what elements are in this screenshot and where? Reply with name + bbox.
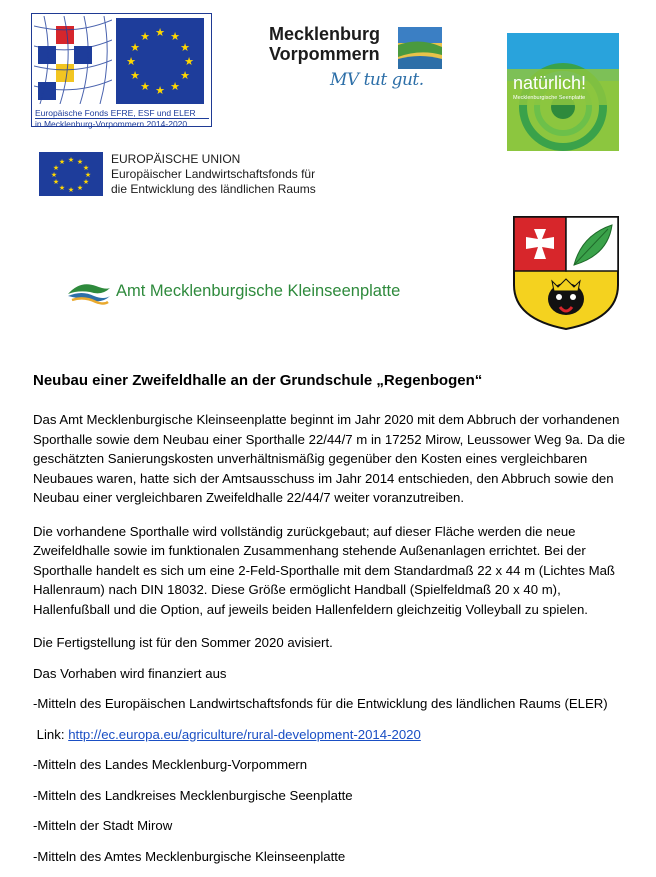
article-paragraph-4: Das Vorhaben wird finanziert aus: [33, 665, 227, 681]
svg-text:★: ★: [180, 69, 190, 82]
coat-of-arms: [512, 215, 620, 331]
naturlich-logo: [507, 33, 619, 151]
amt-logo: [66, 278, 406, 308]
svg-text:★: ★: [58, 158, 66, 166]
amt-wave-icon: [66, 278, 112, 308]
svg-text:★: ★: [130, 41, 140, 54]
naturlich-word: natürlich!: [513, 73, 587, 93]
eu-union-line2: Europäischer Landwirtschaftsfonds für: [111, 167, 316, 181]
svg-text:★: ★: [82, 178, 90, 186]
naturlich-sub: Mecklenburgische Seenplatte: [513, 95, 586, 101]
mv-logo-line2: Vorpommern: [269, 44, 380, 64]
article-paragraph-2: Die vorhandene Sporthalle wird vollständig zurückgebaut; auf dieser Fläche werden die neue Zweifeldhalle sowie im funktionalen Zusammenhang stehende Außenanlagen errichtet. Bei der Sporthalle handelt es sich um eine 2-Feld-Sporthalle mit dem Standardmaß 22 x 44 m (Lichtes Maß Hallenraum) nach DIN 18032. Diese Größe ermöglicht Handball (Spielfeldmaß 20 x 40 m), Hallenfußball und die Option, auf jeweils beiden Hallenfeldern gleichzeitig Volleyball zu spielen.: [33, 523, 615, 617]
mv-logo-line1: Mecklenburg: [269, 24, 381, 44]
svg-text:★: ★: [170, 30, 180, 43]
eu-flag-icon: [39, 152, 103, 196]
svg-text:★: ★: [180, 41, 190, 54]
svg-text:★: ★: [76, 158, 84, 166]
svg-text:★: ★: [170, 80, 180, 93]
svg-text:★: ★: [76, 184, 84, 192]
amt-logo-text: Amt Mecklenburgische Kleinseenplatte: [116, 282, 401, 300]
article-paragraph-3: Die Fertigstellung ist für den Sommer 2020 avisiert.: [33, 635, 333, 650]
eu-union-line1: EUROPÄISCHE UNION: [111, 152, 241, 166]
eu-union-logo: [39, 152, 339, 198]
svg-text:★: ★: [184, 55, 194, 68]
eu-funds-caption-line2: in Mecklenburg-Vorpommern 2014-2020: [35, 118, 209, 129]
svg-text:★: ★: [140, 80, 150, 93]
eu-flag-icon: [116, 18, 204, 104]
svg-text:★: ★: [130, 69, 140, 82]
eler-link[interactable]: http://ec.europa.eu/agriculture/rural-development-2014-2020: [68, 726, 421, 742]
svg-text:★: ★: [155, 26, 165, 39]
funding-item-landkreis: -Mitteln des Landkreises Mecklenburgische Seenplatte: [33, 787, 353, 803]
eu-union-line3: die Entwicklung des ländlichen Raums: [111, 182, 316, 196]
svg-text:★: ★: [67, 156, 75, 164]
funding-item-land: -Mitteln des Landes Mecklenburg-Vorpommern: [33, 757, 308, 772]
svg-text:★: ★: [126, 55, 136, 68]
svg-text:★: ★: [50, 171, 58, 179]
link-line: [33, 725, 633, 745]
funding-item-eler: -Mitteln des Europäischen Landwirtschaftsfonds für die Entwicklung des ländlichen Raums (ELER): [33, 696, 608, 711]
eu-funds-grid-icon: [34, 16, 112, 104]
eu-funds-logo: [31, 13, 212, 127]
article-paragraph-1: Das Amt Mecklenburgische Kleinseenplatte beginnt im Jahr 2020 mit dem Abbruch der vorhandenen Sporthalle sowie dem Neubau einer Sporthalle 22/44/7 m in 17252 Mirow, Leussower Weg 9a. Da die geschätzten Sanierungskosten unverhältnismäßig gegenüber den Kosten eines vergleichbaren Neubaues waren, hatte sich der Amtsausschuss im Jahr 2014 entschieden, den Abbruch sowie den Neubau einer vergleichbaren Zweifeldhalle 22/44/7 weiter voranzutreiben.: [33, 412, 626, 505]
article: [33, 372, 633, 877]
svg-text:★: ★: [155, 84, 165, 97]
svg-text:★: ★: [67, 186, 75, 194]
svg-text:★: ★: [52, 164, 60, 172]
link-label: Link:: [36, 726, 65, 742]
funding-item-stadt: -Mitteln der Stadt Mirow: [33, 818, 173, 833]
svg-text:★: ★: [52, 178, 60, 186]
mv-logo: [266, 24, 446, 98]
svg-text:★: ★: [58, 184, 66, 192]
mv-slogan: MV tut gut.: [330, 70, 424, 90]
article-title: Neubau einer Zweifeldhalle an der Grundschule „Regenbogen“: [33, 372, 483, 389]
svg-text:★: ★: [84, 171, 92, 179]
coat-of-arms-icon: [512, 215, 620, 331]
svg-text:★: ★: [82, 164, 90, 172]
svg-text:★: ★: [140, 30, 150, 43]
funding-item-amt: -Mitteln des Amtes Mecklenburgische Kleinseenplatte: [33, 848, 346, 864]
eu-funds-caption: [35, 108, 209, 129]
eu-funds-caption-line1: Europäische Fonds EFRE, ESF und ELER: [35, 108, 196, 118]
mv-landscape-icon: [398, 27, 442, 69]
